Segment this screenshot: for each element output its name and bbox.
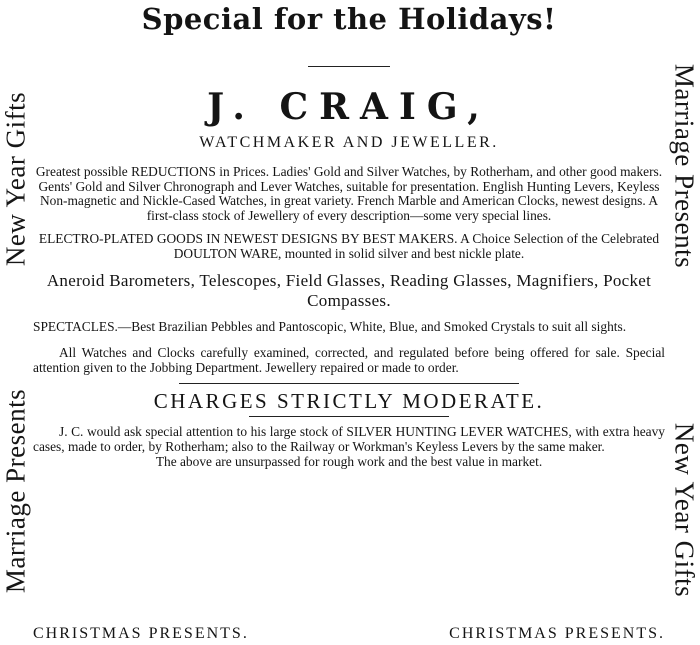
side-label-left-top: New Year Gifts xyxy=(0,91,31,267)
notice-paragraph: J. C. would ask special attention to his large stock of SILVER HUNTING LEVER WATCHES, with extra heavy cases, made to order, by Rotherham; also to the Railway or Workman's Keyless Levers by the same maker. xyxy=(33,424,665,454)
footer-left: CHRISTMAS PRESENTS. xyxy=(33,625,249,642)
side-label-right-top: Marriage Presents xyxy=(669,63,700,269)
watches-paragraph: Greatest possible REDUCTIONS in Prices. Ladies' Gold and Silver Watches, by Rotherham, and other good makers. Gents' Gold and Silver Chronograph and Lever Watches, suitable for presentation. English Hunting Levers, Keyless Non-magnetic and Nickle-Cased Watches, in great variety. French Marble and American Clocks, newest designs. A first-class stock of Jewellery of every description—some very special lines. xyxy=(35,164,663,223)
headline: Special for the Holidays! xyxy=(141,2,557,36)
advert-body xyxy=(33,0,665,642)
spectacles-paragraph: SPECTACLES.—Best Brazilian Pebbles and Pantoscopic, White, Blue, and Smoked Crystals to suit all sights. xyxy=(33,318,627,334)
notice-closing-line: The above are unsurpassed for rough work and the best value in market. xyxy=(155,453,543,469)
footer-right: CHRISTMAS PRESENTS. xyxy=(449,625,665,642)
electro-paragraph: ELECTRO-PLATED GOODS IN NEWEST DESIGNS BY BEST MAKERS. A Choice Selection of the Celebrated DOULTON WARE, mounted in solid silver and best nickle plate. xyxy=(38,231,660,261)
divider-rule xyxy=(308,66,390,67)
firm-name: J. CRAIG, xyxy=(207,86,491,128)
barometers-paragraph: Aneroid Barometers, Telescopes, Field Glasses, Reading Glasses, Magnifiers, Pocket Compasses. xyxy=(46,270,652,310)
service-paragraph: All Watches and Clocks carefully examined, corrected, and regulated before being offered for sale. Special attention given to the Jobbing Department. Jewellery repaired or made to order. xyxy=(33,345,665,375)
side-label-right-bottom: New Year Gifts xyxy=(669,422,700,598)
trade-line: WATCHMAKER AND JEWELLER. xyxy=(199,134,499,151)
divider-rule xyxy=(249,416,449,417)
footer xyxy=(33,625,665,643)
divider-rule xyxy=(179,383,519,384)
side-label-left-bottom: Marriage Presents xyxy=(0,388,31,594)
charges-line: CHARGES STRICTLY MODERATE. xyxy=(153,389,545,414)
